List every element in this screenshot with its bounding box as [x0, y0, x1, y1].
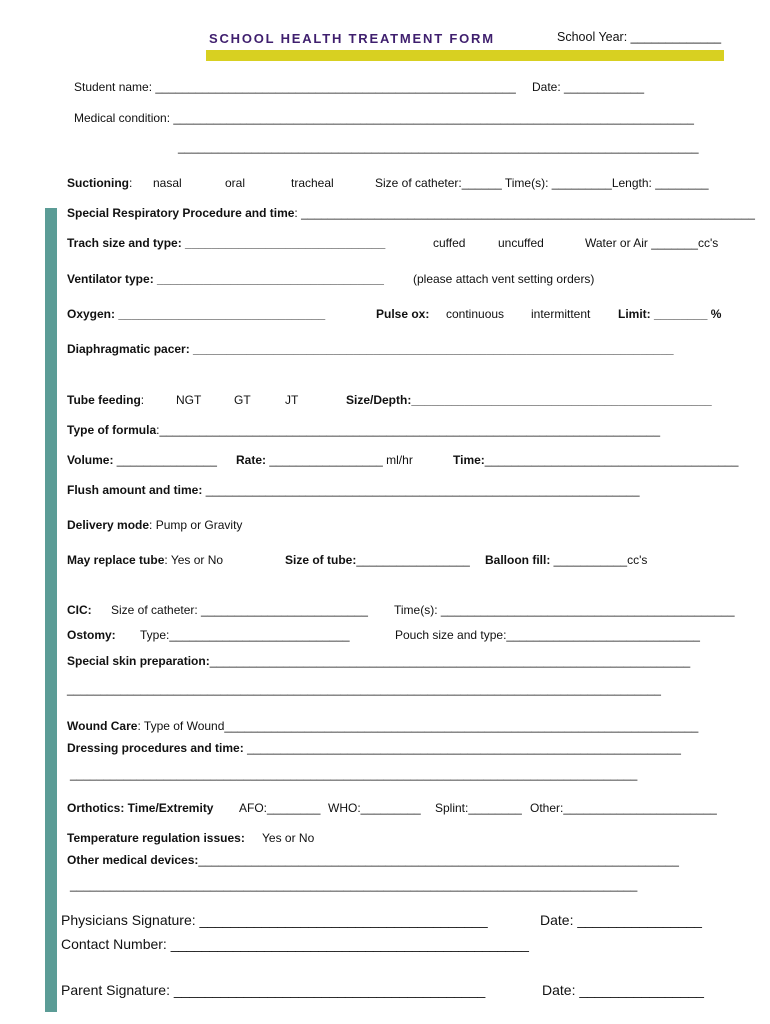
suction-tracheal-option[interactable]: tracheal: [291, 176, 334, 190]
tube-size-line[interactable]: _________________: [356, 553, 470, 567]
medical-condition-field[interactable]: Medical condition: ______________________________________________________________________________: [74, 111, 694, 125]
replace-tube-options[interactable]: : Yes or No: [164, 553, 224, 567]
formula-row[interactable]: [67, 423, 660, 437]
flush-label: Flush amount and time:: [67, 483, 203, 497]
suctioning-row: [67, 176, 132, 190]
pulse-intermittent-option[interactable]: intermittent: [531, 307, 591, 321]
delivery-mode-options[interactable]: : Pump or Gravity: [149, 518, 243, 532]
suction-catheter-fields[interactable]: Size of catheter:______ Time(s): _________Length: ________: [375, 176, 709, 190]
cic-catheter-field[interactable]: Size of catheter: _________________________: [111, 603, 368, 617]
temperature-label: Temperature regulation issues:: [67, 831, 245, 845]
formula-line[interactable]: :___________________________________________________________________________: [156, 423, 660, 437]
wound-care-row[interactable]: [67, 719, 698, 733]
devices-continued[interactable]: _____________________________________________________________________________________: [70, 878, 638, 892]
suction-nasal-option[interactable]: nasal: [153, 176, 182, 190]
rate-line[interactable]: _________________ ml/hr: [269, 453, 413, 467]
tube-jt-option[interactable]: JT: [285, 393, 299, 407]
balloon-fill-line[interactable]: ___________cc's: [553, 553, 648, 567]
trach-water-air-field[interactable]: Water or Air _______cc's: [585, 236, 719, 250]
time-label: Time:: [453, 453, 485, 467]
volume-row[interactable]: [67, 453, 217, 467]
cic-times-field[interactable]: Time(s): ____________________________________________: [394, 603, 735, 617]
volume-line[interactable]: _______________: [116, 453, 217, 467]
diaphragmatic-pacer-field[interactable]: Diaphragmatic pacer: ________________________________________________________________________: [67, 342, 674, 356]
suctioning-colon: :: [129, 176, 133, 190]
replace-tube-row[interactable]: [67, 553, 223, 567]
dressing-row[interactable]: [67, 741, 681, 755]
volume-label: Volume:: [67, 453, 114, 467]
tube-size-label: Size of tube:: [285, 553, 357, 567]
side-accent-bar: [45, 208, 57, 1012]
respiratory-label: Special Respiratory Procedure and time: [67, 206, 295, 220]
skin-prep-line[interactable]: ________________________________________________________________________: [209, 654, 691, 668]
tube-size-depth-field[interactable]: Size/Depth:_____________________________________________: [346, 393, 712, 407]
devices-label: Other medical devices:: [67, 853, 199, 867]
rate-label: Rate:: [236, 453, 267, 467]
form-title: SCHOOL HEALTH TREATMENT FORM: [209, 31, 495, 46]
cic-label: CIC:: [67, 603, 92, 617]
physician-date-field[interactable]: Date: ________________: [540, 912, 702, 928]
ostomy-type-field[interactable]: Type:___________________________: [140, 628, 350, 642]
pulse-continuous-option[interactable]: continuous: [446, 307, 505, 321]
school-year-field[interactable]: School Year: _____________: [557, 30, 722, 44]
suctioning-label: Suctioning: [67, 176, 129, 190]
header-accent-bar: [206, 50, 724, 61]
orthotics-splint-field[interactable]: Splint:________: [435, 801, 522, 815]
tube-gt-option[interactable]: GT: [234, 393, 251, 407]
oxygen-limit-field[interactable]: Limit: ________ %: [618, 307, 722, 321]
tube-size-row[interactable]: [285, 553, 470, 567]
replace-tube-label: May replace tube: [67, 553, 165, 567]
orthotics-other-field[interactable]: Other:_______________________: [530, 801, 717, 815]
skin-prep-label: Special skin preparation:: [67, 654, 210, 668]
dressing-continued[interactable]: _____________________________________________________________________________________: [70, 767, 638, 781]
oxygen-field[interactable]: Oxygen: _______________________________: [67, 307, 326, 321]
medical-condition-continued[interactable]: ______________________________________________________________________________: [178, 140, 699, 154]
skin-prep-continued[interactable]: _________________________________________________________________________________________: [67, 682, 661, 696]
ventilator-note: (please attach vent setting orders): [413, 272, 595, 286]
temperature-options[interactable]: Yes or No: [262, 831, 315, 845]
delivery-mode-label: Delivery mode: [67, 518, 150, 532]
rate-row[interactable]: [236, 453, 413, 467]
trach-uncuffed-option[interactable]: uncuffed: [498, 236, 544, 250]
tube-ngt-option[interactable]: NGT: [176, 393, 202, 407]
orthotics-label: Orthotics: Time/Extremity: [67, 801, 214, 815]
balloon-fill-row[interactable]: [485, 553, 647, 567]
trach-cuffed-option[interactable]: cuffed: [433, 236, 466, 250]
time-line[interactable]: ______________________________________: [484, 453, 739, 467]
respiratory-line[interactable]: : ____________________________________________________________________: [294, 206, 755, 220]
ventilator-type-field[interactable]: Ventilator type: __________________________________: [67, 272, 384, 286]
flush-line[interactable]: _________________________________________________________________: [205, 483, 640, 497]
suction-oral-option[interactable]: oral: [225, 176, 246, 190]
ostomy-pouch-field[interactable]: Pouch size and type:_____________________________: [395, 628, 700, 642]
balloon-fill-label: Balloon fill:: [485, 553, 551, 567]
trach-size-field[interactable]: Trach size and type: ______________________________: [67, 236, 386, 250]
devices-row[interactable]: [67, 853, 679, 867]
orthotics-who-field[interactable]: WHO:_________: [328, 801, 421, 815]
flush-row[interactable]: [67, 483, 640, 497]
tube-feeding-row: [67, 393, 144, 407]
skin-prep-row[interactable]: [67, 654, 690, 668]
contact-number-field[interactable]: Contact Number: ______________________________________________: [61, 936, 529, 952]
wound-type-line[interactable]: : Type of Wound_______________________________________________________________________: [137, 719, 699, 733]
dressing-line[interactable]: _________________________________________________________________: [247, 741, 681, 755]
student-date-field[interactable]: Date: ____________: [532, 80, 645, 94]
wound-care-label: Wound Care: [67, 719, 138, 733]
ostomy-label: Ostomy:: [67, 628, 116, 642]
parent-signature-field[interactable]: Parent Signature: ________________________________________: [61, 982, 486, 998]
delivery-mode-row[interactable]: [67, 518, 242, 532]
dressing-label: Dressing procedures and time:: [67, 741, 244, 755]
formula-label: Type of formula: [67, 423, 157, 437]
respiratory-row[interactable]: [67, 206, 755, 220]
tube-feeding-label: Tube feeding: [67, 393, 141, 407]
time-row[interactable]: [453, 453, 738, 467]
tube-feeding-colon: :: [140, 393, 145, 407]
pulse-ox-label: Pulse ox:: [376, 307, 430, 321]
student-name-field[interactable]: Student name: ______________________________________________________: [74, 80, 516, 94]
physician-signature-field[interactable]: Physicians Signature: _____________________________________: [61, 912, 488, 928]
parent-date-field[interactable]: Date: ________________: [542, 982, 704, 998]
orthotics-afo-field[interactable]: AFO:________: [239, 801, 321, 815]
devices-line[interactable]: ________________________________________________________________________: [198, 853, 679, 867]
